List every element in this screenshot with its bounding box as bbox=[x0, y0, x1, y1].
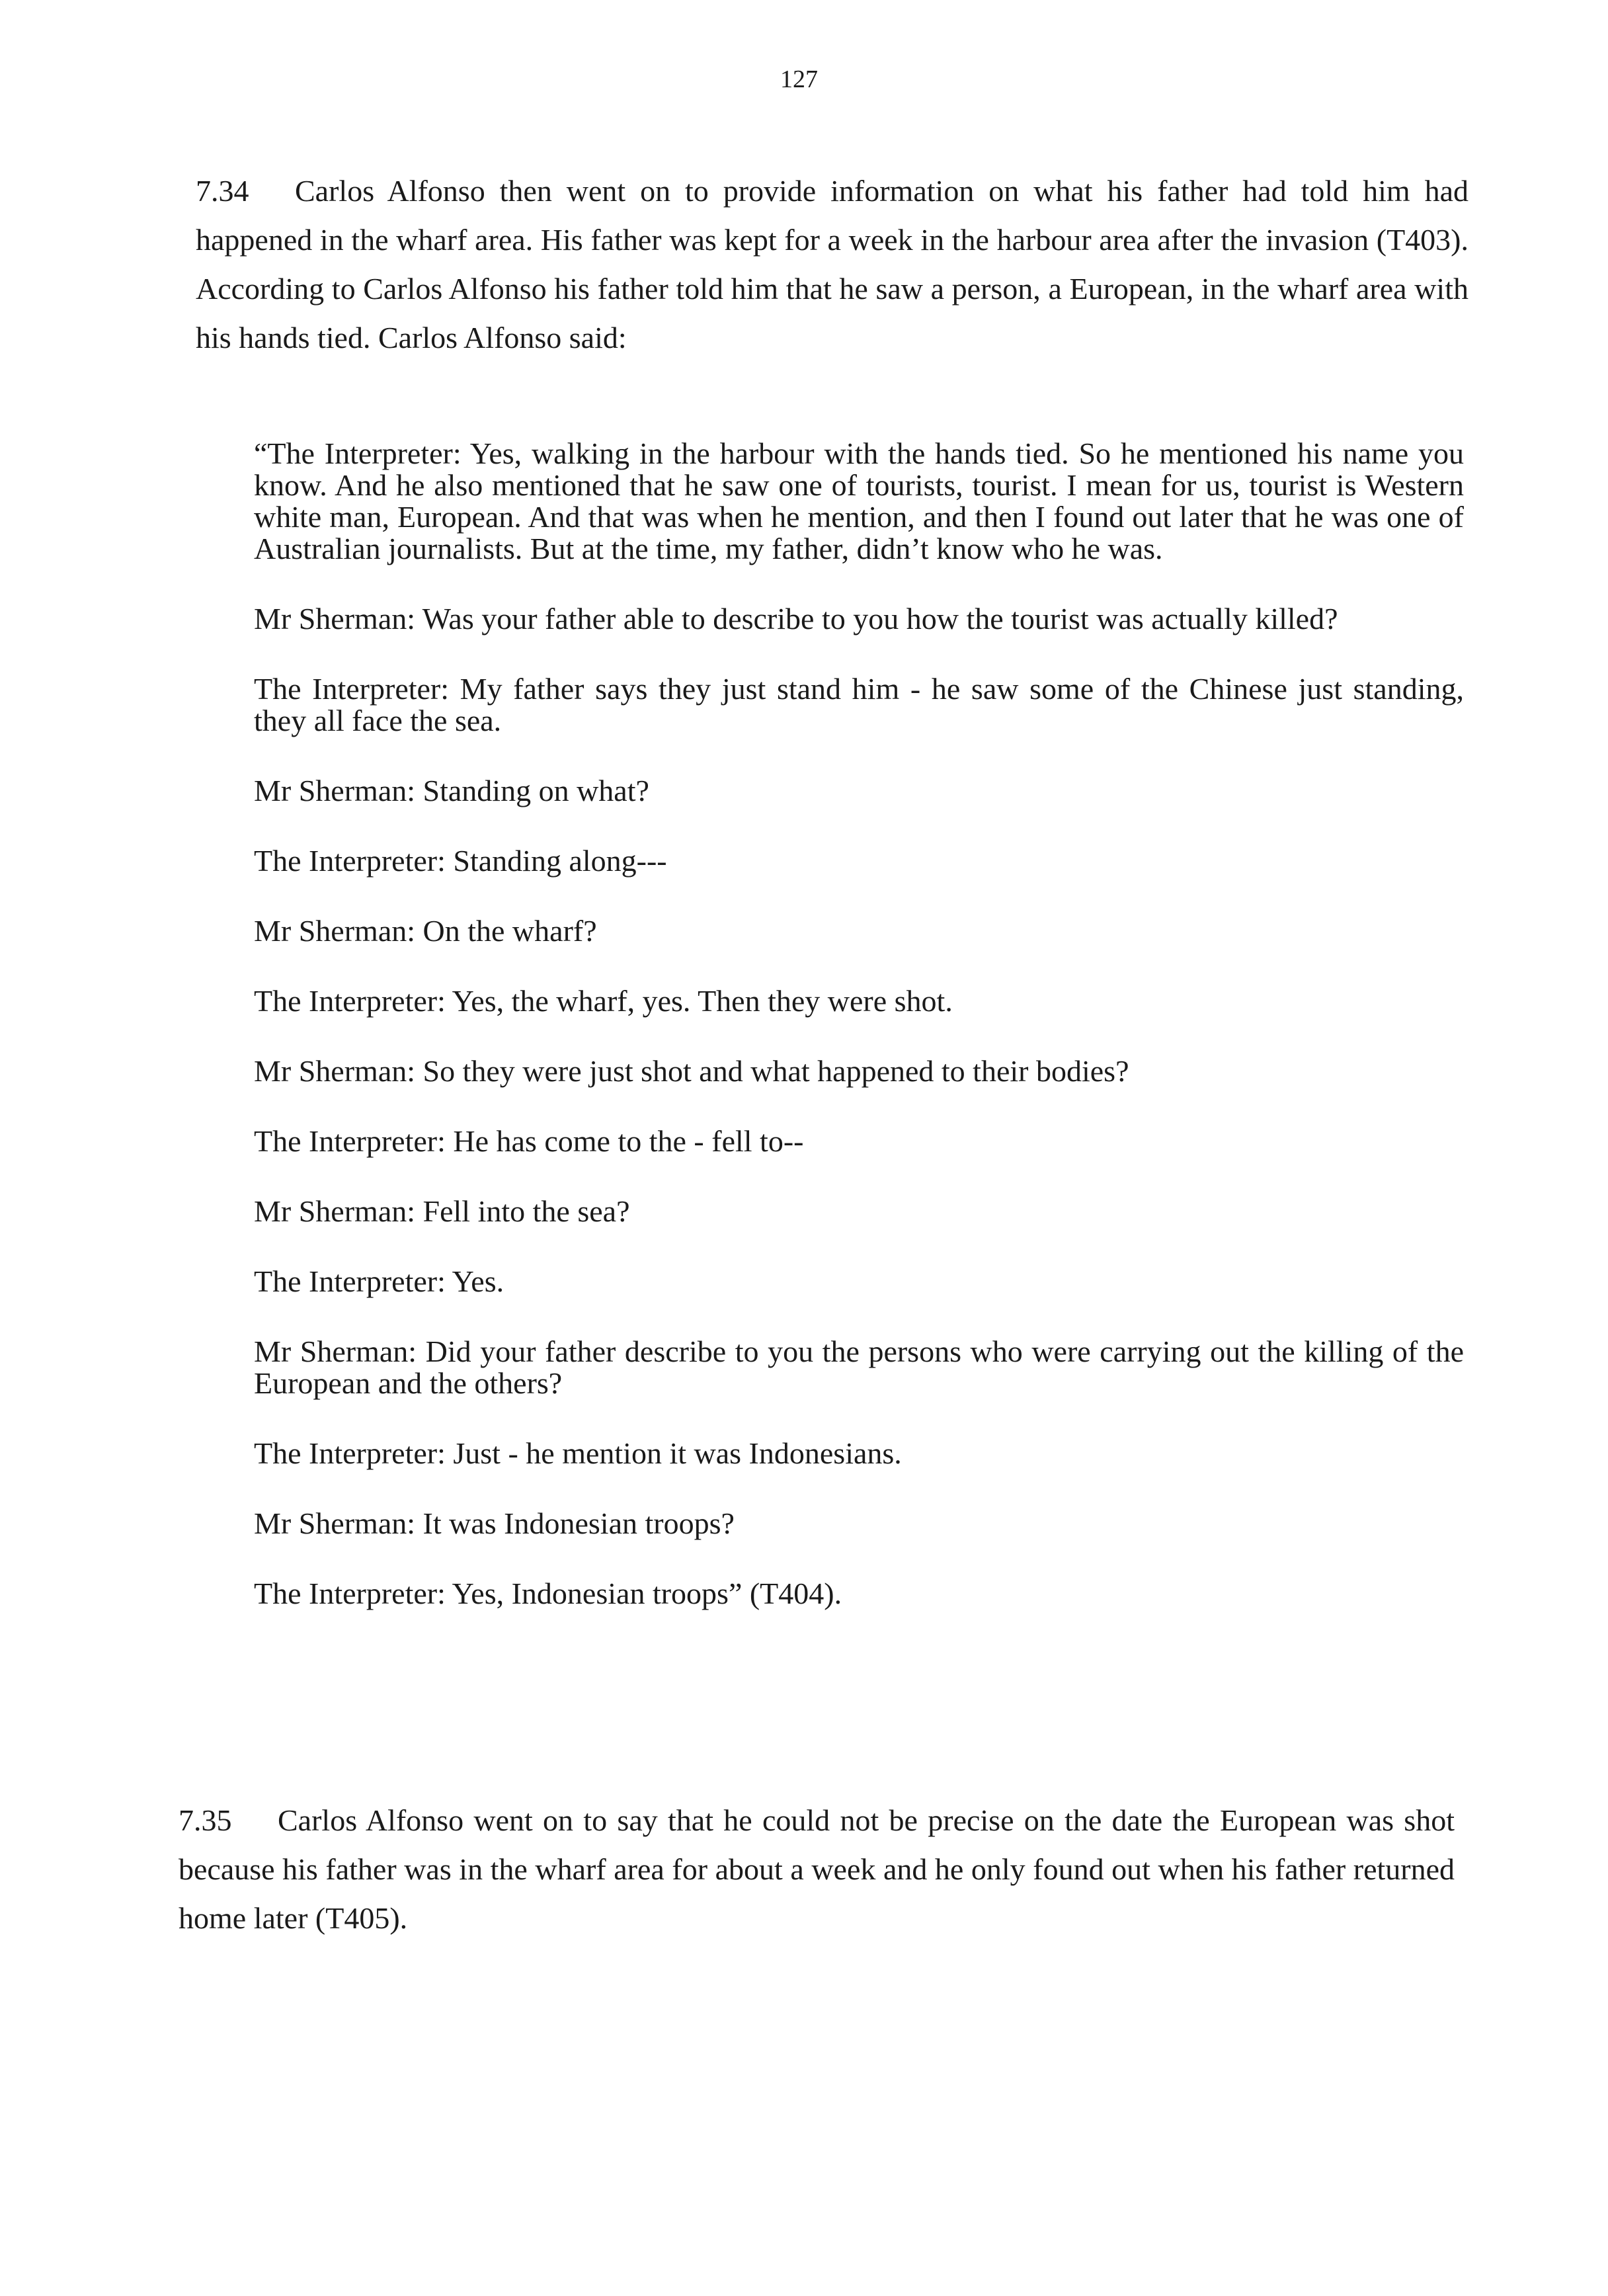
quote-line: Mr Sherman: Fell into the sea? bbox=[254, 1194, 630, 1228]
quote-line: The Interpreter: Standing along--- bbox=[254, 844, 667, 878]
quote-line: “The Interpreter: Yes, walking in the harbour with the hands tied. So he mentioned his name you know. And he also mentioned that he saw one of tourists, tourist. I mean for us, tourist is Western white man, European. And that was when he mention, and then I found out later that he was one of Australian journalists. But at the time, my father, didn’t know who he was. bbox=[254, 436, 1464, 565]
paragraph-7-35 bbox=[179, 1796, 1455, 1943]
paragraph-7-34 bbox=[196, 167, 1468, 362]
paragraph-number: 7.34 bbox=[196, 174, 249, 208]
paragraph-text: Carlos Alfonso then went on to provide information on what his father had told him had happened in the wharf area. His father was kept for a week in the harbour area after the invasion (T403). According to Carlos Alfonso his father told him that he saw a person, a European, in the wharf area with his hands tied. Carlos Alfonso said: bbox=[196, 174, 1468, 354]
paragraph-text: Carlos Alfonso went on to say that he could not be precise on the date the European was shot because his father was in the wharf area for about a week and he only found out when his father returned home later (T405). bbox=[179, 1803, 1455, 1935]
quote-line: The Interpreter: Yes, Indonesian troops” (T404). bbox=[254, 1577, 842, 1610]
page-number: 127 bbox=[780, 65, 818, 93]
quote-line: The Interpreter: Just - he mention it was Indonesians. bbox=[254, 1436, 902, 1470]
paragraph-number: 7.35 bbox=[179, 1803, 232, 1837]
quote-line: The Interpreter: Yes, the wharf, yes. Then they were shot. bbox=[254, 984, 953, 1018]
quote-line: Mr Sherman: It was Indonesian troops? bbox=[254, 1506, 735, 1540]
quote-line: Mr Sherman: Did your father describe to you the persons who were carrying out the killing of the European and the others? bbox=[254, 1334, 1464, 1400]
quote-line: Mr Sherman: So they were just shot and what happened to their bodies? bbox=[254, 1054, 1129, 1088]
quote-line: The Interpreter: He has come to the - fell to-- bbox=[254, 1124, 804, 1158]
quote-line: Mr Sherman: Standing on what? bbox=[254, 774, 649, 807]
quote-line: Mr Sherman: On the wharf? bbox=[254, 914, 597, 948]
quote-line: Mr Sherman: Was your father able to describe to you how the tourist was actually killed? bbox=[254, 602, 1338, 636]
transcript-quote bbox=[254, 438, 1464, 1648]
quote-line: The Interpreter: Yes. bbox=[254, 1264, 504, 1298]
quote-line: The Interpreter: My father says they just stand him - he saw some of the Chinese just standing, they all face the sea. bbox=[254, 672, 1464, 737]
